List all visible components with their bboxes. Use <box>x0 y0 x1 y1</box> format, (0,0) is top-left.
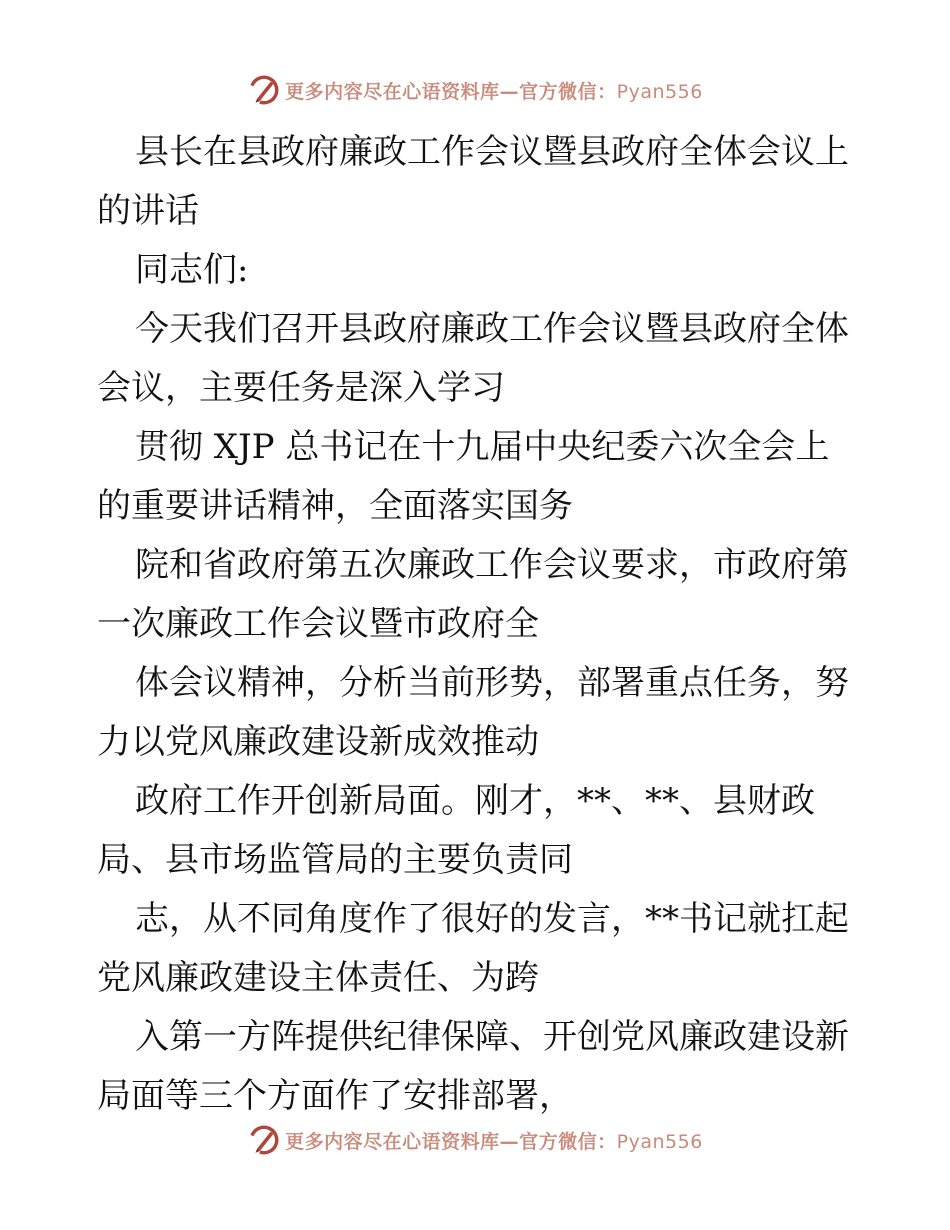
paragraph-line: 体会议精神，分析当前形势，部署重点任务，努 <box>135 663 849 703</box>
paragraph-line: 会议，主要任务是深入学习 <box>97 368 505 408</box>
paragraph-line: 局、县市场监管局的主要负责同 <box>97 840 573 880</box>
paragraph-line: 院和省政府第五次廉政工作会议要求，市政府第 <box>135 545 849 585</box>
paragraph-line: 贯彻 XJP 总书记在十九届中央纪委六次全会上 <box>135 427 830 467</box>
paragraph-line: 今天我们召开县政府廉政工作会议暨县政府全体 <box>135 309 849 349</box>
doc-title-line: 的讲话 <box>97 191 199 231</box>
header-banner <box>0 70 950 110</box>
paragraph-line: 志，从不同角度作了很好的发言，**书记就扛起 <box>135 899 849 939</box>
paragraph-line: 力以党风廉政建设新成效推动 <box>97 722 539 762</box>
footer-banner <box>0 1120 950 1160</box>
document-body <box>97 123 857 1126</box>
pen-logo-icon <box>247 73 281 107</box>
doc-title-line: 县长在县政府廉政工作会议暨县政府全体会议上 <box>135 132 849 172</box>
salutation: 同志们: <box>135 250 249 290</box>
banner-text: 更多内容尽在心语资料库—官方微信：Pyan556 <box>285 1130 703 1153</box>
paragraph-line: 党风廉政建设主体责任、为跨 <box>97 958 539 998</box>
wechat-id: Pyan556 <box>616 80 703 103</box>
pen-logo-icon <box>247 1123 281 1157</box>
paragraph-line: 入第一方阵提供纪律保障、开创党风廉政建设新 <box>135 1017 849 1057</box>
banner-text: 更多内容尽在心语资料库—官方微信：Pyan556 <box>285 80 703 103</box>
paragraph-line: 的重要讲话精神，全面落实国务 <box>97 486 573 526</box>
paragraph-line: 政府工作开创新局面。刚才，**、**、县财政 <box>135 781 815 821</box>
wechat-id: Pyan556 <box>616 1130 703 1153</box>
paragraph-line: 一次廉政工作会议暨市政府全 <box>97 604 539 644</box>
paragraph-line: 局面等三个方面作了安排部署， <box>97 1076 573 1116</box>
